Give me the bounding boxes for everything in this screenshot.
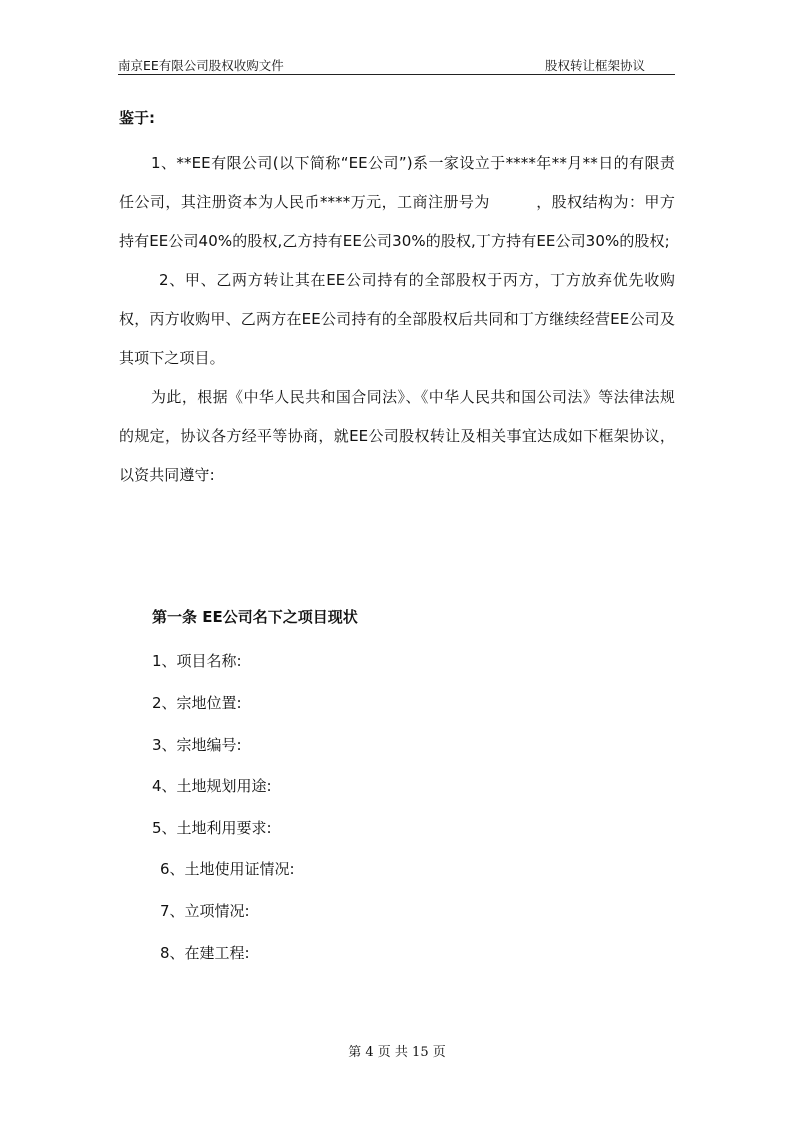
- paragraph-equity-transfer: 2、甲、乙两方转让其在EE公司持有的全部股权于丙方，丁方放弃优先收购权，丙方收购甲、乙两方在EE公司持有的全部股权后共同和丁方继续经营EE公司及其项下之项目。: [119, 271, 675, 367]
- list-item: 5、土地利用要求:: [152, 819, 272, 837]
- list-item: 4、土地规划用途:: [152, 777, 272, 795]
- paragraph-company-info: 1、**EE有限公司(以下简称“EE公司”)系一家设立于****年**月**日的有限责任公司，其注册资本为人民币****万元，工商注册号为 ，股权结构为：甲方持有EE公司40%的股权,乙方持有EE公司30%的股权,丁方持有EE公司30%的股权;: [119, 154, 675, 250]
- list-item: 3、宗地编号:: [152, 736, 242, 754]
- header-document-title: 南京EE有限公司股权收购文件: [118, 58, 284, 73]
- list-item: 6、土地使用证情况:: [160, 860, 295, 878]
- page-header: [118, 56, 675, 75]
- list-item: 1、项目名称:: [152, 652, 242, 670]
- list-item: 7、立项情况:: [160, 902, 250, 920]
- list-item: 2、宗地位置:: [152, 694, 242, 712]
- document-body: [119, 104, 675, 495]
- header-agreement-title: 股权转让框架协议: [544, 58, 645, 73]
- page-number-footer: 第 4 页 共 15 页: [348, 1045, 446, 1060]
- whereas-heading: 鉴于:: [119, 109, 155, 127]
- list-item: 8、在建工程:: [160, 944, 250, 962]
- paragraph-legal-basis: 为此，根据《中华人民共和国合同法》、《中华人民共和国公司法》等法律法规的规定，协议各方经平等协商，就EE公司股权转让及相关事宜达成如下框架协议，以资共同遵守:: [119, 388, 675, 484]
- section-title-article-1: 第一条 EE公司名下之项目现状: [152, 608, 358, 626]
